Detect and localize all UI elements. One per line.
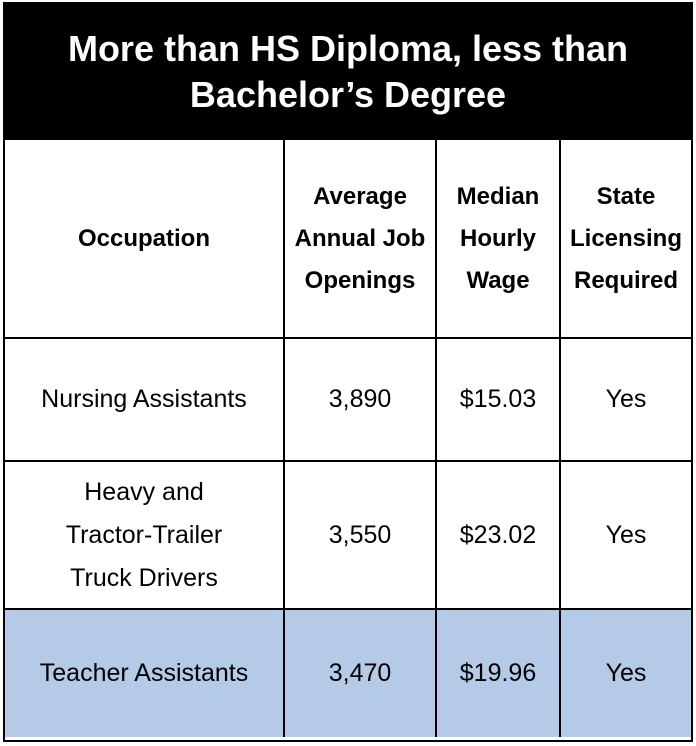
occupation-table: [5, 140, 691, 737]
cell-occupation-line: Teacher Assistants: [39, 659, 249, 687]
header-state-licensing: [560, 140, 691, 338]
table-row: [5, 461, 691, 609]
cell-wage: $19.96: [436, 609, 560, 737]
table-title-line-1: More than HS Diploma, less than: [67, 28, 629, 69]
cell-occupation: [5, 338, 284, 461]
cell-occupation: [5, 461, 284, 609]
table-title: [5, 4, 691, 140]
header-median-wage-line-3: Wage: [466, 266, 530, 294]
header-occupation: [5, 140, 284, 338]
header-annual-openings-line-1: Average: [313, 182, 407, 210]
occupation-table-card: [3, 2, 693, 742]
cell-openings: 3,550: [284, 461, 436, 609]
table-row: [5, 338, 691, 461]
header-annual-openings-line-3: Openings: [304, 266, 416, 294]
table-row-highlighted: [5, 609, 691, 737]
header-annual-openings: [284, 140, 436, 338]
cell-occupation-line: Tractor-Trailer: [65, 520, 223, 549]
cell-openings: 3,470: [284, 609, 436, 737]
cell-openings: 3,890: [284, 338, 436, 461]
cell-occupation-line: Heavy and: [84, 477, 204, 506]
cell-licensing: Yes: [560, 609, 691, 737]
cell-licensing: Yes: [560, 338, 691, 461]
cell-wage: $15.03: [436, 338, 560, 461]
table-title-line-2: Bachelor’s Degree: [189, 74, 507, 115]
header-occupation-line: Occupation: [77, 224, 210, 252]
header-state-licensing-line-2: Licensing: [569, 224, 683, 252]
cell-occupation-line: Truck Drivers: [70, 563, 218, 592]
header-median-wage-line-2: Hourly: [459, 224, 536, 252]
header-annual-openings-line-2: Annual Job: [294, 224, 426, 252]
header-median-wage-line-1: Median: [456, 182, 540, 210]
cell-wage: $23.02: [436, 461, 560, 609]
header-state-licensing-line-3: Required: [573, 266, 678, 294]
cell-occupation-line: Nursing Assistants: [41, 385, 247, 413]
header-state-licensing-line-1: State: [596, 182, 656, 210]
cell-licensing: Yes: [560, 461, 691, 609]
header-median-wage: [436, 140, 560, 338]
table-header-row: [5, 140, 691, 338]
cell-occupation: [5, 609, 284, 737]
